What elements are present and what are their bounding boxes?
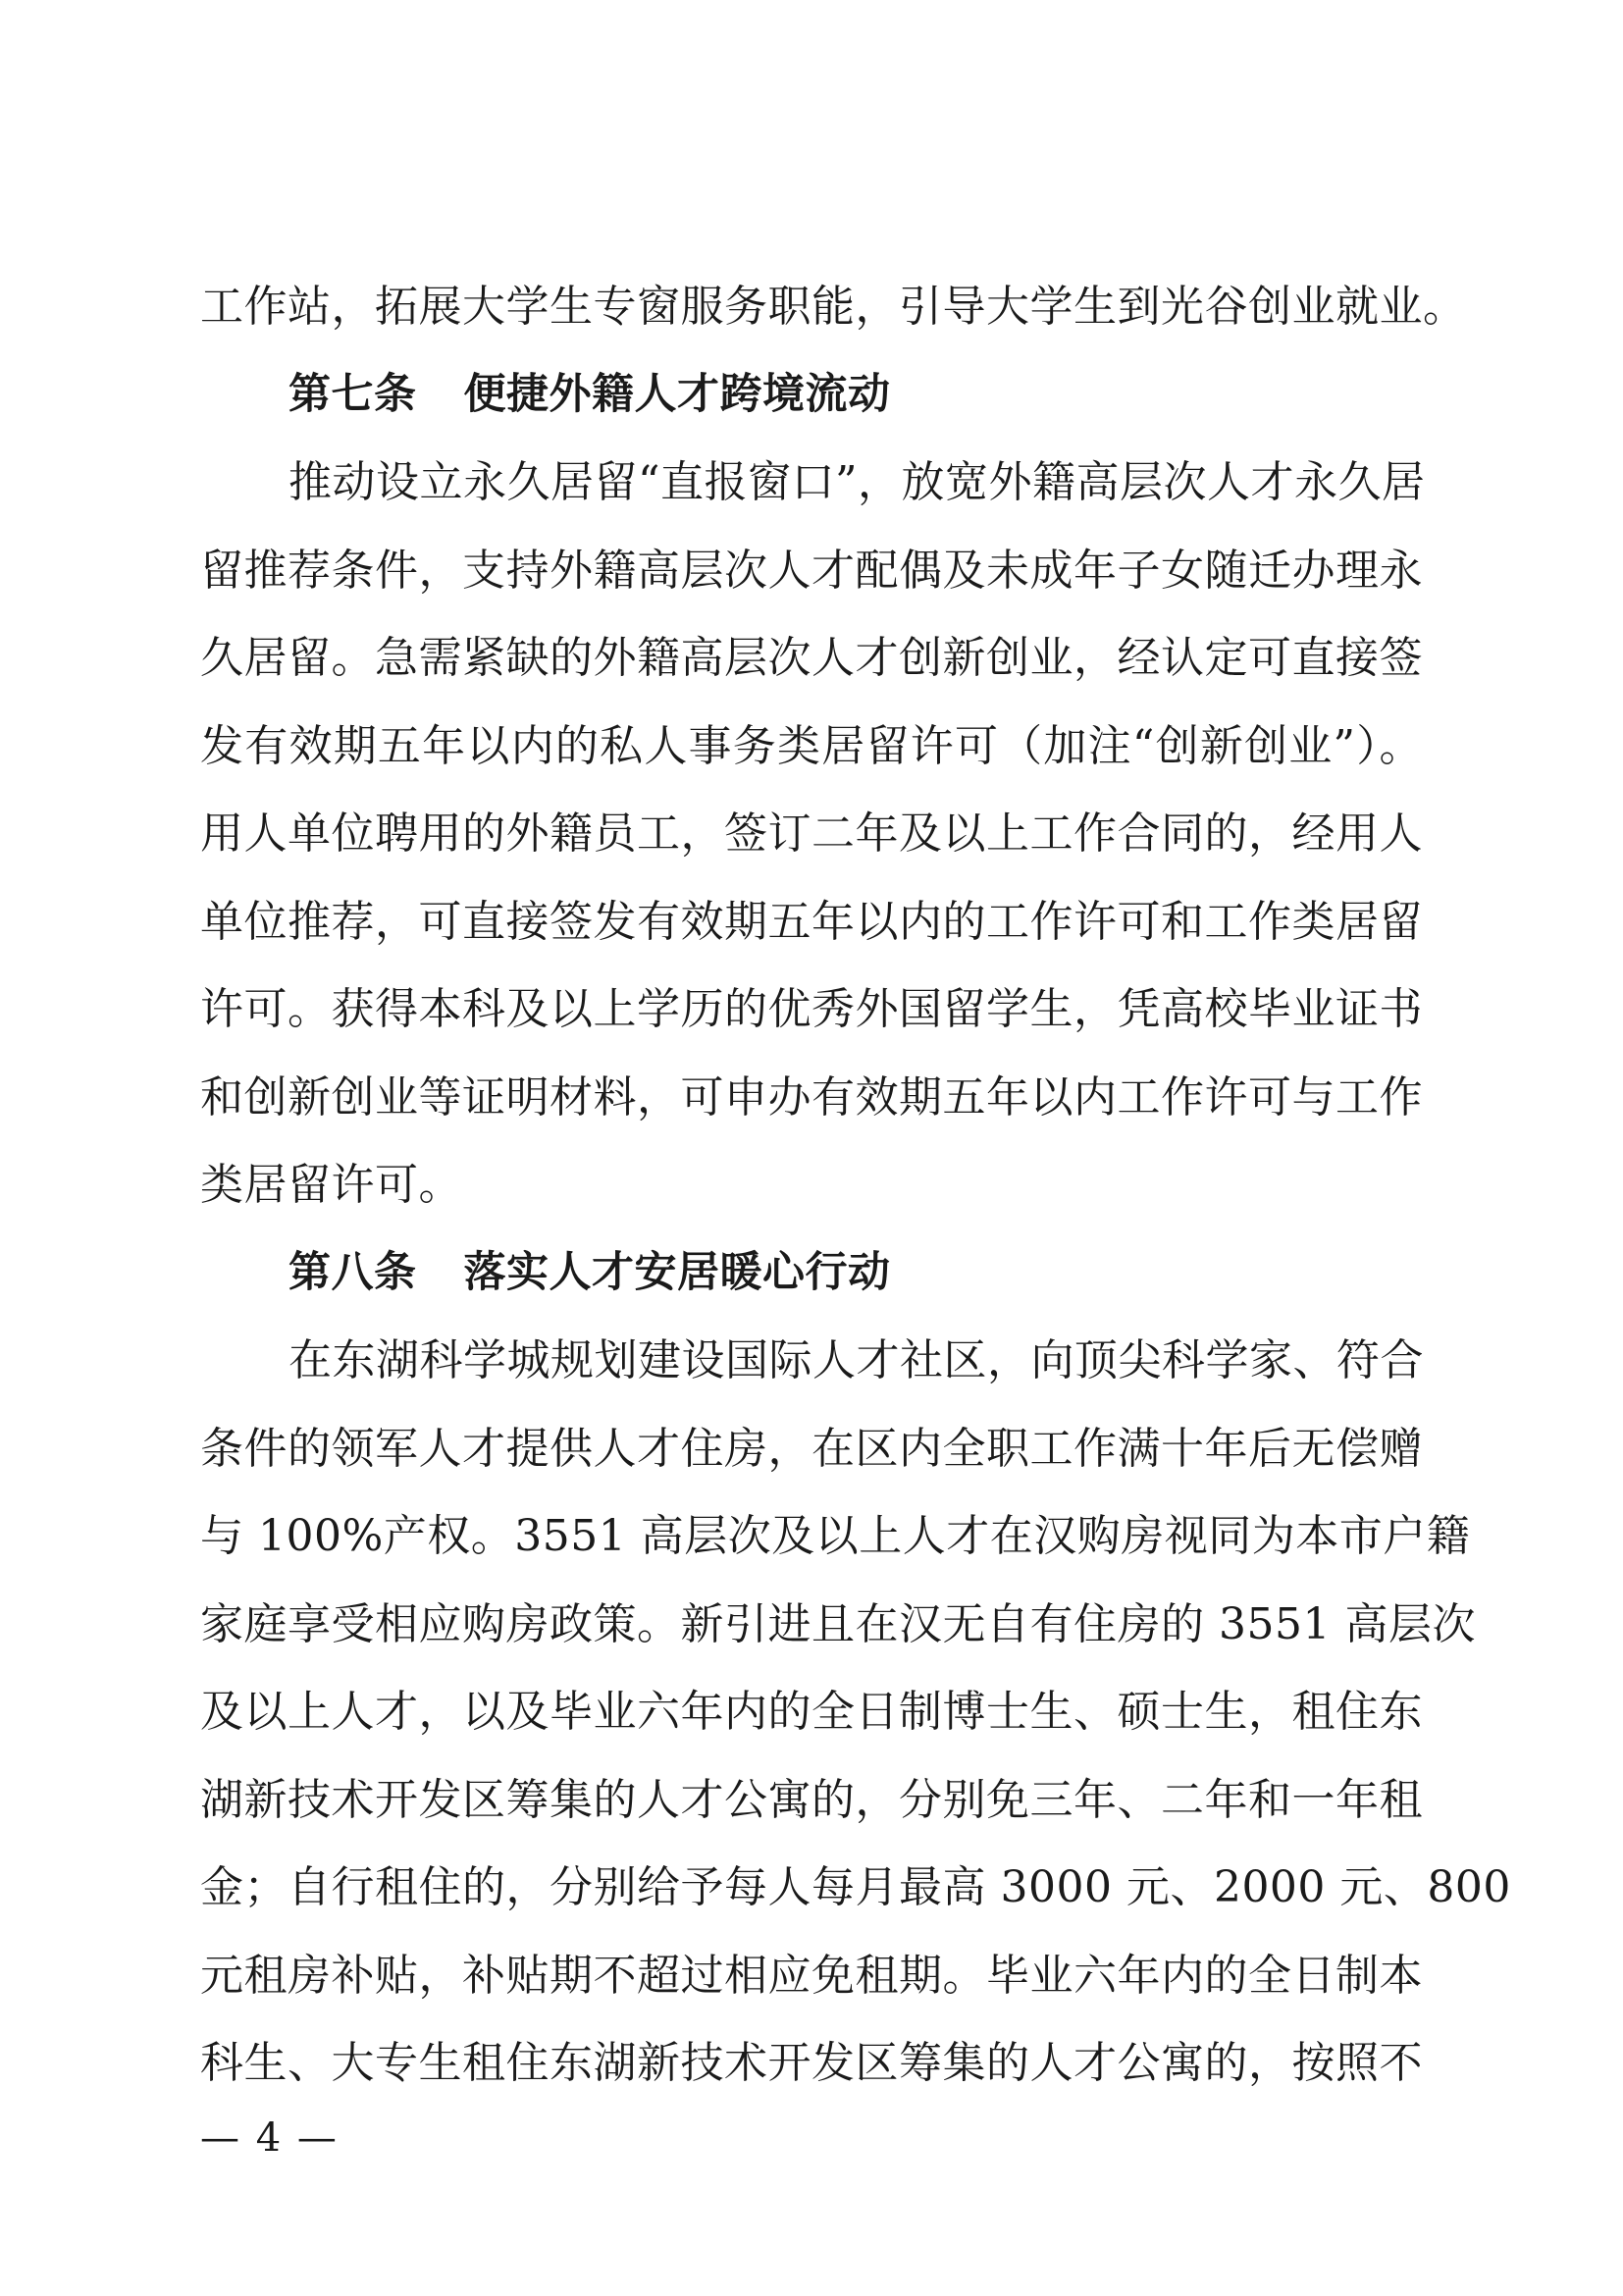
paragraph-line: 科生、大专生租住东湖新技术开发区筹集的人才公寓的，按照不 xyxy=(200,2038,1423,2088)
paragraph-line: 推动设立永久居留“直报窗口”，放宽外籍高层次人才永久居 xyxy=(288,457,1426,507)
article-heading-8 xyxy=(200,1229,1423,1318)
article-number: 第八条 xyxy=(288,1247,417,1297)
article-title: 便捷外籍人才跨境流动 xyxy=(463,369,891,419)
paragraph-line: 类居留许可。 xyxy=(200,1160,462,1210)
paragraph-line: 单位推荐，可直接签发有效期五年以内的工作许可和工作类居留 xyxy=(200,896,1423,947)
paragraph-line: 金；自行租住的，分别给予每人每月最高 3000 元、2000 元、800 xyxy=(200,1862,1511,1912)
paragraph-line: 家庭享受相应购房政策。新引进且在汉无自有住房的 3551 高层次 xyxy=(200,1598,1476,1649)
paragraph-line: 在东湖科学城规划建设国际人才社区，向顶尖科学家、符合 xyxy=(288,1335,1424,1385)
paragraph-line: 用人单位聘用的外籍员工，签订二年及以上工作合同的，经用人 xyxy=(200,809,1423,859)
article-heading-7 xyxy=(200,351,1423,440)
paragraph-line: 留推荐条件，支持外籍高层次人才配偶及未成年子女随迁办理永 xyxy=(200,545,1423,596)
paragraph-line: 湖新技术开发区筹集的人才公寓的，分别免三年、二年和一年租 xyxy=(200,1774,1423,1825)
paragraph-line: 发有效期五年以内的私人事务类居留许可（加注“创新创业”）。 xyxy=(200,720,1423,771)
paragraph-line: 和创新创业等证明材料，可申办有效期五年以内工作许可与工作 xyxy=(200,1071,1423,1122)
paragraph-line: 条件的领军人才提供人才住房，在区内全职工作满十年后无偿赠 xyxy=(200,1423,1423,1474)
paragraph-line: 工作站，拓展大学生专窗服务职能，引导大学生到光谷创业就业。 xyxy=(200,282,1467,332)
article-number: 第七条 xyxy=(288,369,417,419)
paragraph-line: 许可。获得本科及以上学历的优秀外国留学生，凭高校毕业证书 xyxy=(200,984,1423,1034)
page-number: — 4 — xyxy=(200,2115,339,2161)
paragraph-line: 元租房补贴，补贴期不超过相应免租期。毕业六年内的全日制本 xyxy=(200,1950,1423,2001)
document-body xyxy=(200,263,1511,2108)
paragraph-line: 与 100%产权。3551 高层次及以上人才在汉购房视同为本市户籍 xyxy=(200,1511,1471,1561)
paragraph-line: 久居留。急需紧缺的外籍高层次人才创新创业，经认定可直接签 xyxy=(200,633,1423,683)
paragraph-line: 及以上人才，以及毕业六年内的全日制博士生、硕士生，租住东 xyxy=(200,1687,1423,1737)
article-title: 落实人才安居暖心行动 xyxy=(463,1247,891,1297)
